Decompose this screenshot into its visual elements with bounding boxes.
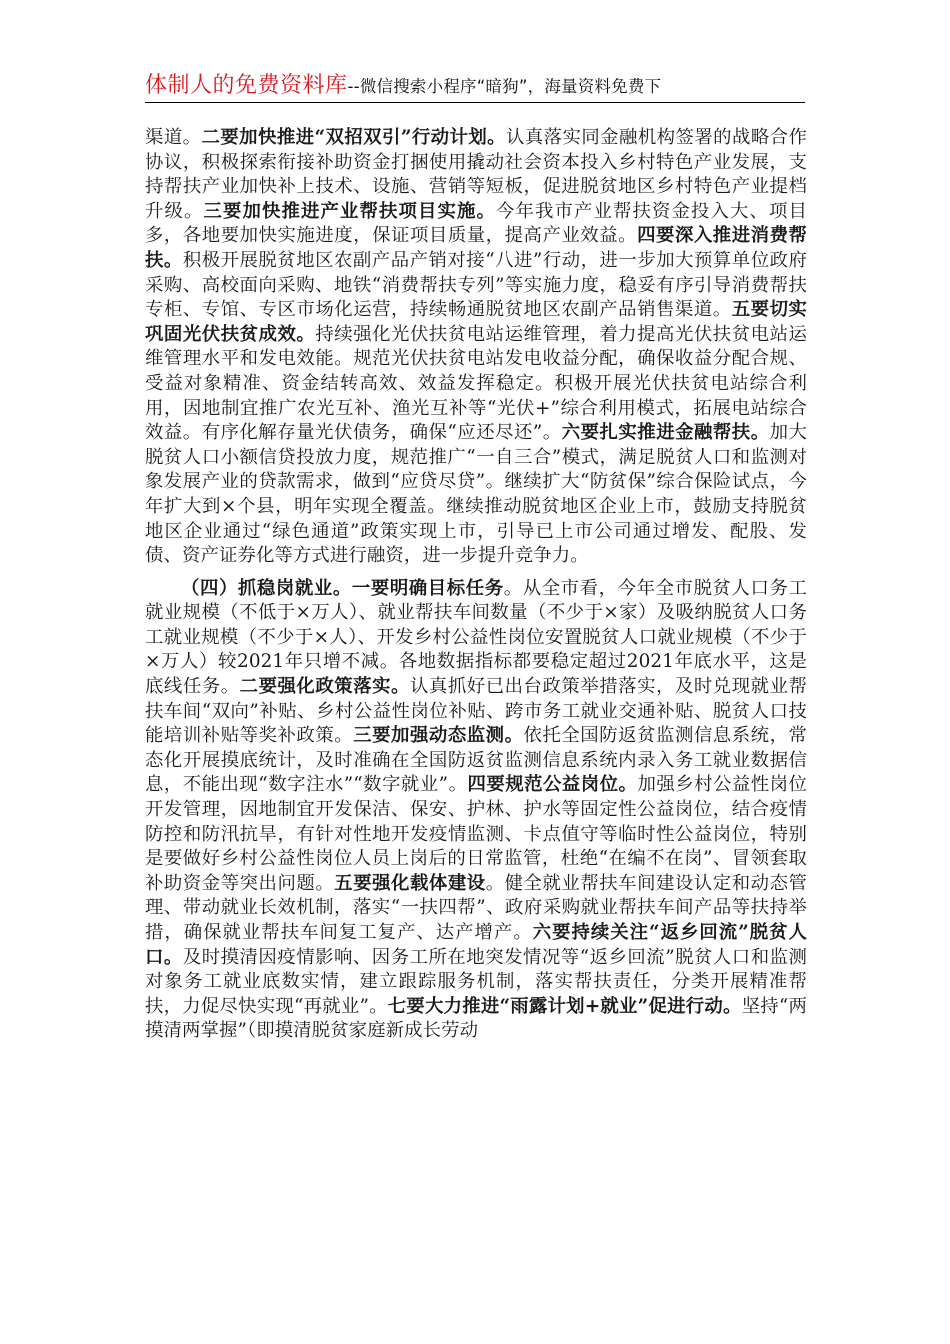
text-segment: 依托全国防返贫监测信息系统，常态化开展摸底统计，及时准确在全国防返贫监测信息系统内录入务工就业数据信息，不能出现“数字注水”“数字就业”。 xyxy=(145,725,807,796)
bold-heading: 二要加快推进“双招双引”行动计划。 xyxy=(201,127,507,148)
text-segment: 。从全市看，今年全市脱贫人口务工就业规模（不低于×万人）、就业帮扶车间数量（不少于×家）及吸纳脱贫人口务工就业规模（不少于×人）、开发乡村公益性岗位安置脱贫人口就业规模（不少于×万人）较2021年只增不减。各地数据指标都要稳定超过2021年底水平，这是底线任务。 xyxy=(145,577,807,698)
bold-heading: 七要大力推进“雨露计划+就业”促进行动。 xyxy=(387,995,742,1017)
text-segment: 认真抓好已出台政策举措落实，及时兑现就业帮扶车间“双向”补贴、乡村公益性岗位补贴、跨市务工就业交通补贴、脱贫人口技能培训补贴等奖补政策。 xyxy=(145,676,807,747)
text-segment: 积极开展脱贫地区农副产品产销对接“八进”行动，进一步加大预算单位政府采购、高校面向采购、地铁“消费帮扶专列”等实施力度，稳妥有序引导消费帮扶专柜、专馆、专区市场化运营，持续畅通脱贫地区农副产品销售渠道。 xyxy=(145,249,807,321)
bold-heading: 二要强化政策落实。 xyxy=(239,676,410,698)
bold-heading: 四要规范公益岗位。 xyxy=(467,774,638,796)
bold-heading: （四）抓稳岗就业。一要明确目标任务 xyxy=(181,577,504,599)
bold-heading: 三要加快推进产业帮扶项目实施。 xyxy=(203,200,496,222)
text-segment: 持续强化光伏扶贫电站运维管理，着力提高光伏扶贫电站运维管理水平和发电效能。规范光伏扶贫电站发电收益分配，确保收益分配合规、受益对象精准、资金结转高效、效益发挥稳定。积极开展光伏扶贫电站综合利用，因地制宜推广农光互补、渔光互补等“光伏+”综合利用模式，拓展电站综合效益。有序化解存量光伏债务，确保“应还尽还”。 xyxy=(145,323,807,444)
bold-heading: 三要加强动态监测。 xyxy=(353,725,524,747)
text-segment: 。健全就业帮扶车间建设认定和动态管理、带动就业长效机制，落实“一扶四帮”、政府采购就业帮扶车间产品等扶持举措，确保就业帮扶车间复工复产、达产增产。 xyxy=(145,872,807,943)
text-segment: 渠道。 xyxy=(145,127,202,148)
text-segment: 今年我市产业帮扶资金投入大、项目多，各地要加快实施进度，保证项目质量，提高产业效益。 xyxy=(145,200,807,247)
bold-heading: 四要深入推进消费帮扶。 xyxy=(145,225,807,271)
text-segment: 加大脱贫人口小额信贷投放力度，规范推广“一自三合”模式，满足脱贫人口和监测对象发展产业的贷款需求，做到“应贷尽贷”。继续扩大“防贫保”综合保险试点，今年扩大到×个县，明年实现全覆盖。继续推动脱贫地区企业上市，鼓励支持脱贫地区企业通过“绿色通道”政策实现上市，引导已上市公司通过增发、配股、发债、资产证券化等方式进行融资，进一步提升竞争力。 xyxy=(145,422,807,567)
page-header xyxy=(145,68,805,103)
document-body xyxy=(145,126,807,1044)
text-segment: 坚持“两摸清两掌握”（即摸清脱贫家庭新成长劳动 xyxy=(145,995,807,1042)
paragraph-2 xyxy=(145,577,807,1044)
bold-heading: 五要强化载体建设 xyxy=(334,872,486,894)
header-slogan: --微信搜索小程序“暗狗”，海量资料免费下 xyxy=(347,77,662,96)
header-brand: 体制人的免费资料库 xyxy=(145,73,348,98)
text-segment: 认真落实同金融机构签署的战略合作协议，积极探索衔接补助资金打捆使用撬动社会资本投入乡村特色产业发展，支持帮扶产业加快补上技术、设施、营销等短板，促进脱贫地区乡村特色产业提档升级。 xyxy=(145,127,807,222)
bold-heading: 六要扎实推进金融帮扶。 xyxy=(561,422,770,444)
bold-heading: 六要持续关注“返乡回流”脱贫人口。 xyxy=(145,922,807,968)
paragraph-1 xyxy=(145,126,807,569)
text-segment: 及时摸清因疫情影响、因务工所在地突发情况等“返乡回流”脱贫人口和监测对象务工就业底数实情，建立跟踪服务机制，落实帮扶责任，分类开展精准帮扶，力促尽快实现“再就业”。 xyxy=(145,946,807,1017)
bold-heading: 五要切实巩固光伏扶贫成效。 xyxy=(145,299,807,345)
text-segment: 加强乡村公益性岗位开发管理，因地制宜开发保洁、保安、护林、护水等固定性公益岗位，结合疫情防控和防汛抗旱，有针对性地开发疫情监测、卡点值守等临时性公益岗位，特别是要做好乡村公益性岗位人员上岗后的日常监管，杜绝“在编不在岗”、冒领套取补助资金等突出问题。 xyxy=(145,774,808,894)
